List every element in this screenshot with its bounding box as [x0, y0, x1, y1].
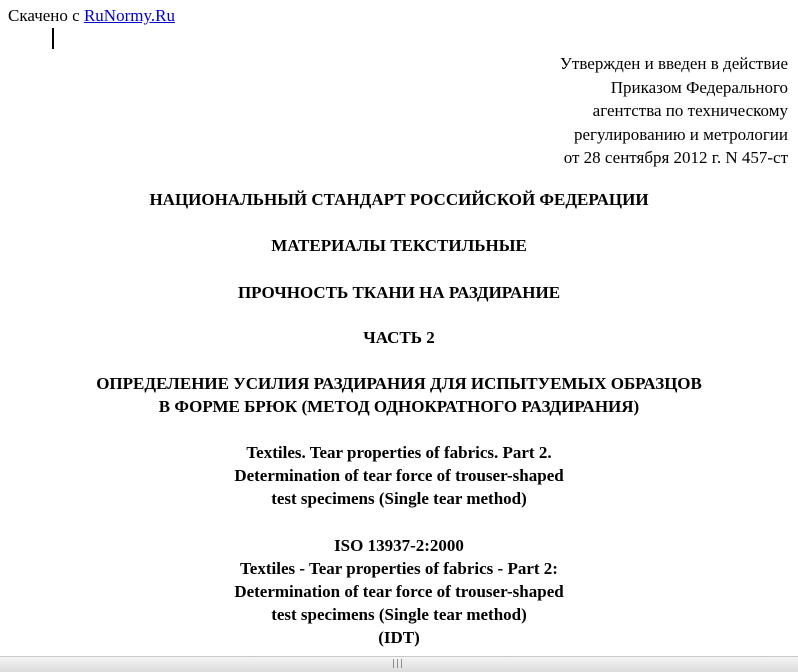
scroll-grip-icon[interactable]: |||: [392, 659, 405, 669]
iso-title-line-3: test specimens (Single tear method): [271, 605, 527, 624]
iso-equivalence: (IDT): [378, 628, 420, 647]
part-heading: ЧАСТЬ 2: [363, 328, 435, 347]
english-title-line-3: test specimens (Single tear method): [271, 489, 527, 508]
approval-line: регулированию и метрологии: [573, 124, 788, 144]
approval-line: агентства по техническому: [592, 101, 788, 120]
iso-title: [0, 534, 798, 649]
materials-heading: МАТЕРИАЛЫ ТЕКСТИЛЬНЫЕ: [271, 236, 527, 255]
english-title-line-2: Determination of tear force of trouser-shaped: [234, 466, 564, 485]
approval-block: [560, 52, 788, 170]
runormy-link[interactable]: RuNormy.Ru: [83, 6, 175, 25]
horizontal-scrollbar[interactable]: [0, 656, 798, 672]
iso-title-line-2: Determination of tear force of trouser-shaped: [234, 582, 564, 601]
english-title-line-1: Textiles. Tear properties of fabrics. Part 2.: [246, 443, 552, 462]
approval-line: от 28 сентября 2012 г. N 457-ст: [563, 148, 788, 167]
national-standard-heading: НАЦИОНАЛЬНЫЙ СТАНДАРТ РОССИЙСКОЙ ФЕДЕРАЦИИ: [149, 190, 649, 209]
text-cursor: [52, 28, 54, 49]
approval-line: Приказом Федерального: [610, 77, 788, 97]
source-line: [8, 6, 175, 26]
source-prefix: Скачено с: [8, 6, 84, 25]
determination-line-2: В ФОРМЕ БРЮК (МЕТОД ОДНОКРАТНОГО РАЗДИРАНИЯ): [158, 397, 640, 416]
english-title: [0, 441, 798, 510]
approval-line: Утвержден и введен в действие: [559, 54, 788, 73]
strength-heading: ПРОЧНОСТЬ ТКАНИ НА РАЗДИРАНИЕ: [237, 283, 561, 302]
determination-line-1: ОПРЕДЕЛЕНИЕ УСИЛИЯ РАЗДИРАНИЯ ДЛЯ ИСПЫТУЕМЫХ ОБРАЗЦОВ: [96, 374, 702, 393]
determination-heading: [0, 372, 798, 418]
iso-title-line-1: Textiles - Tear properties of fabrics - Part 2:: [240, 559, 558, 578]
iso-code: ISO 13937-2:2000: [334, 536, 464, 555]
